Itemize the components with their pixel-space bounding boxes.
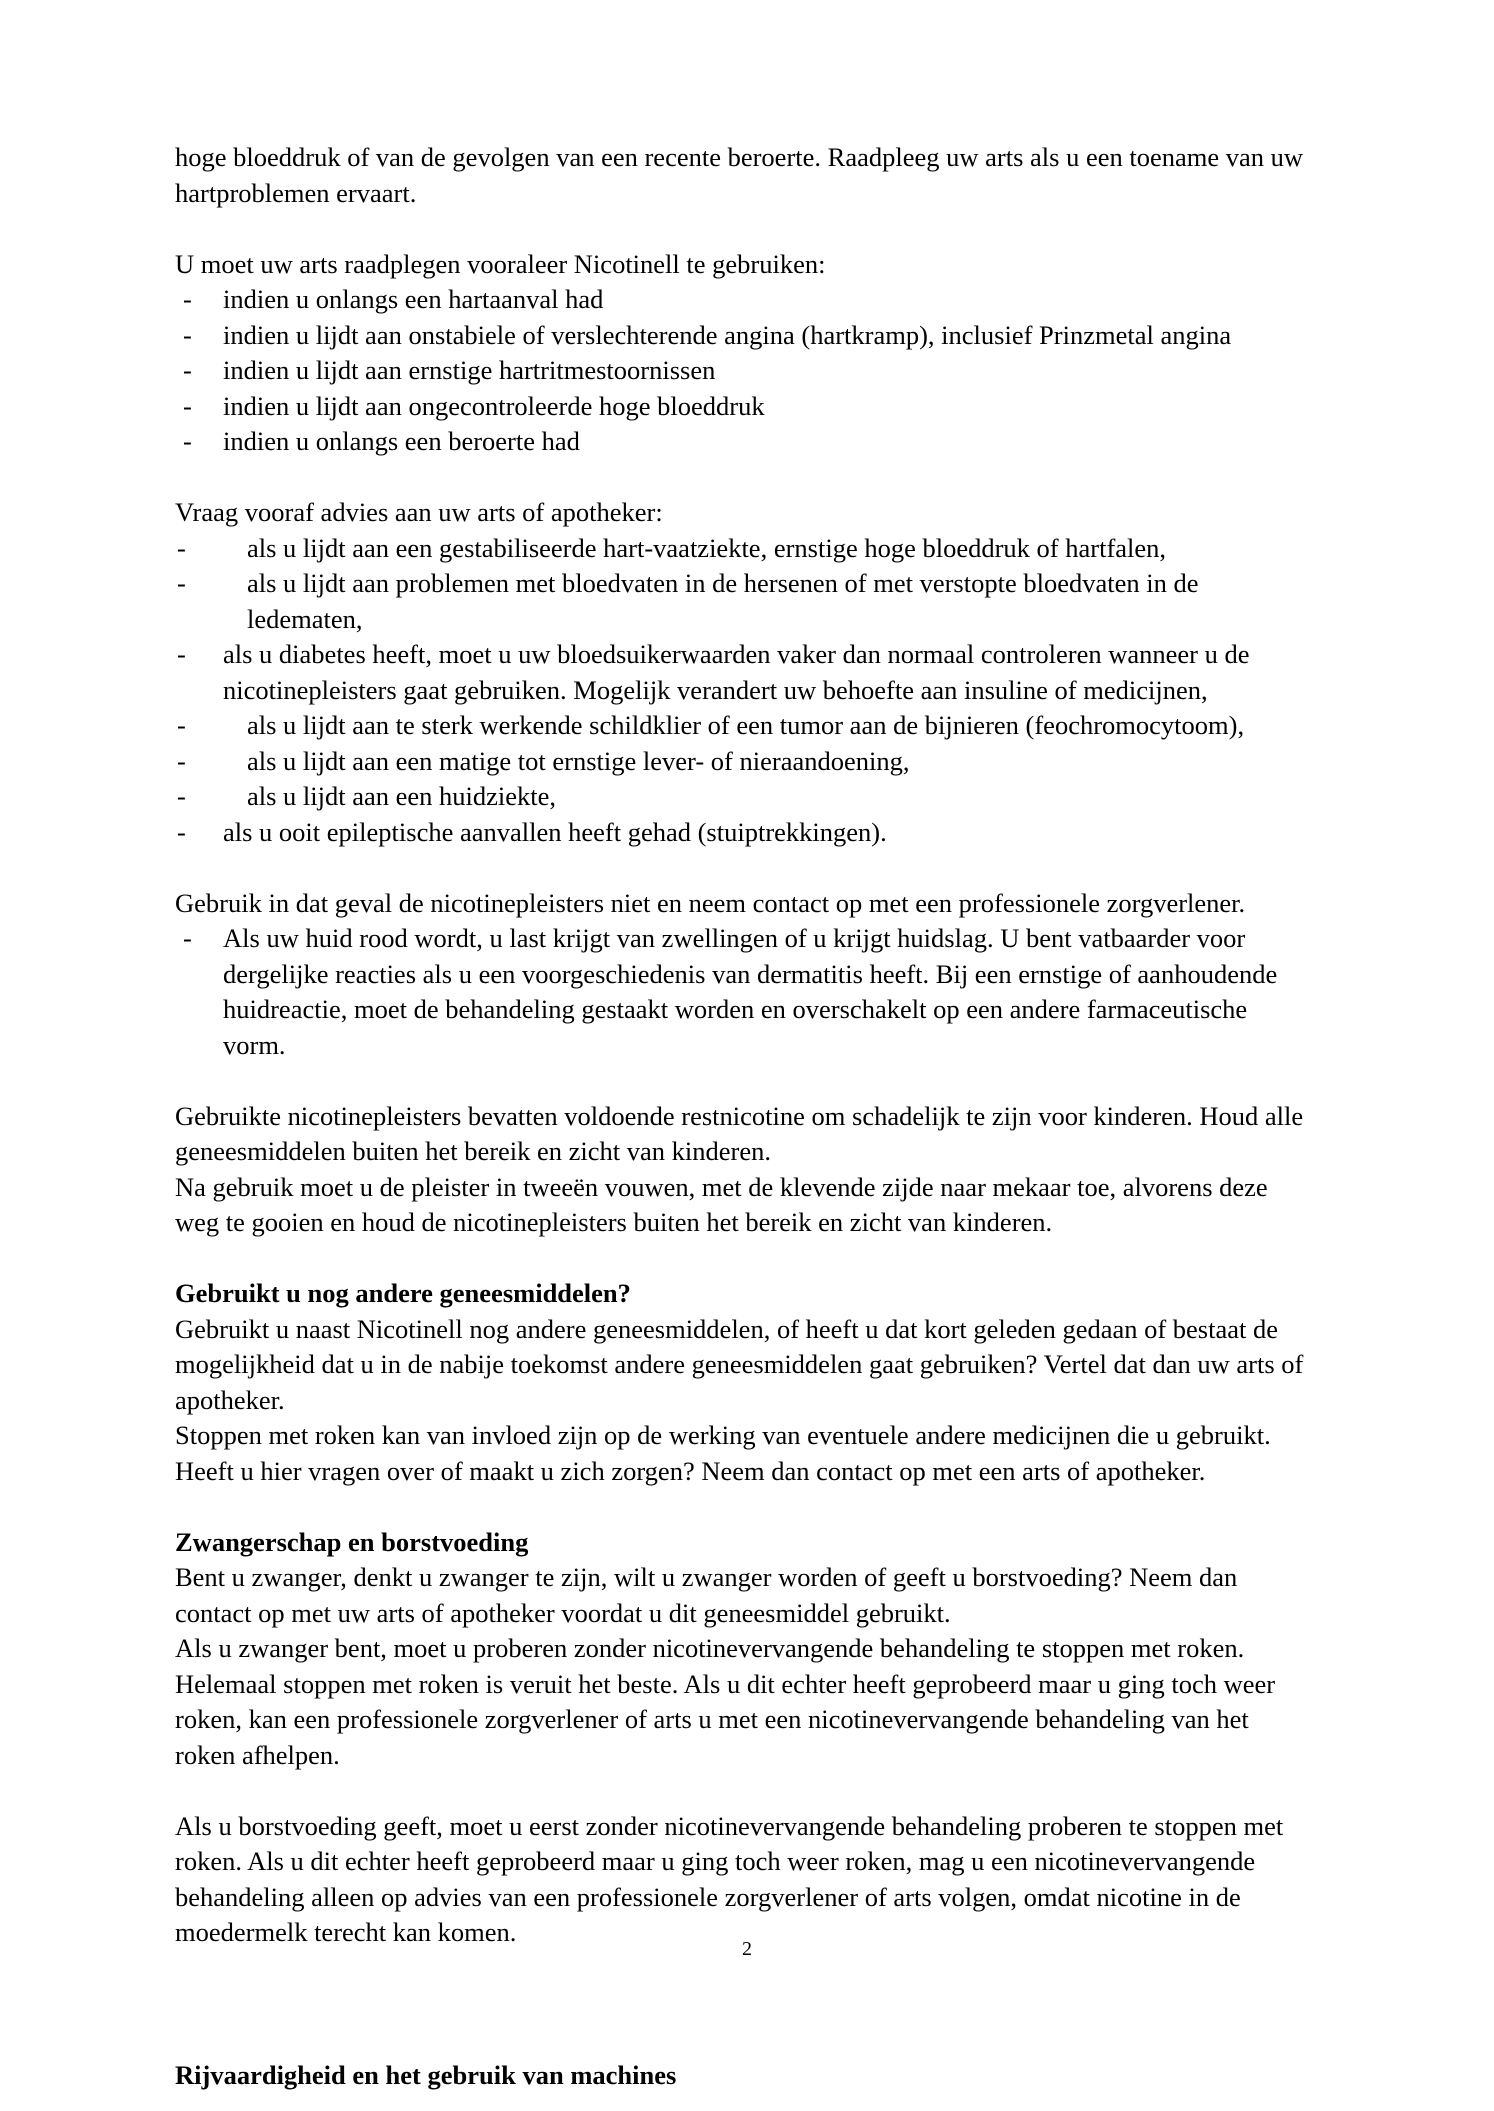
dash-marker: - — [177, 639, 186, 669]
dash-marker: - — [183, 923, 192, 953]
pregnancy-paragraph-2: Als u zwanger bent, moet u proberen zonder nicotinevervangende behandeling te stoppen met roken. Helemaal stoppen met roken is veruit het beste. Als u dit echter heeft geprobeerd maar u ging toch weer roken, kan een professionele zorgverlener of arts u met een nicotinevervangende behandeling van het roken afhelpen. — [175, 1633, 1276, 1770]
list-item — [175, 815, 1310, 851]
list-item — [175, 708, 1310, 744]
paragraph-spacer — [175, 850, 1310, 886]
children-paragraph-2: Na gebruik moet u de pleister in tweeën vouwen, met de klevende zijde naar mekaar toe, alvorens deze weg te gooien en houd de nicotinepleisters buiten het bereik en zicht van kinderen. — [175, 1171, 1268, 1237]
list-item — [175, 389, 1310, 425]
list-item — [175, 531, 1310, 567]
medicines-heading: Gebruikt u nog andere geneesmiddelen? — [175, 1278, 631, 1308]
medicines-paragraph-2: Stoppen met roken kan van invloed zijn op de werking van eventuele andere medicijnen die u gebruikt. Heeft u hier vragen over of maakt u zich zorgen? Neem dan contact op met een arts of apotheker. — [175, 1420, 1271, 1486]
dash-marker: - — [183, 319, 192, 350]
pregnancy-heading: Zwangerschap en borstvoeding — [175, 1526, 529, 1557]
list-item-text: indien u onlangs een beroerte had — [223, 426, 580, 456]
list-item — [175, 282, 1310, 318]
driving-heading: Rijvaardigheid en het gebruik van machines — [175, 2059, 677, 2090]
children-paragraph-1: Gebruikte nicotinepleisters bevatten voldoende restnicotine om schadelijk te zijn voor kinderen. Houd alle geneesmiddelen buiten het bereik en zicht van kinderen. — [175, 1100, 1304, 1166]
medicines-paragraph-1: Gebruikt u naast Nicotinell nog andere geneesmiddelen, of heeft u dat kort geleden gedaan of bestaat de mogelijkheid dat u in de nabije toekomst andere geneesmiddelen gaat gebruiken? Vertel dat dan uw arts of apotheker. — [175, 1313, 1304, 1415]
dash-marker: - — [183, 355, 192, 385]
dash-marker: - — [177, 745, 186, 776]
paragraph-spacer — [175, 1773, 1310, 1809]
list-item-text: indien u lijdt aan ongecontroleerde hoge bloeddruk — [223, 390, 765, 421]
list-item-text: als u lijdt aan problemen met bloedvaten in de hersenen of met verstopte bloedvaten in de ledematen, — [247, 568, 1199, 634]
dash-marker: - — [183, 426, 192, 456]
advice-list — [175, 531, 1310, 638]
skin-lead-paragraph: Gebruik in dat geval de nicotinepleisters niet en neem contact op met een professionele zorgverlener. — [175, 887, 1246, 918]
list-item-text: als u lijdt aan een gestabiliseerde hart-vaatziekte, ernstige hoge bloeddruk of hartfalen, — [247, 532, 1167, 563]
dash-marker: - — [177, 710, 186, 740]
dash-marker: - — [177, 781, 186, 811]
dash-marker: - — [177, 816, 186, 847]
list-item-text: als u diabetes heeft, moet u uw bloedsuikerwaarden vaker dan normaal controleren wanneer u de nicotinepleisters gaat gebruiken. Mogelijk verandert uw behoefte aan insuline of medicijnen, — [223, 639, 1250, 705]
dash-marker: - — [177, 532, 186, 563]
list-item — [175, 779, 1310, 815]
list-item-text: als u lijdt aan te sterk werkende schildklier of een tumor aan de bijnieren (feochromocytoom), — [247, 710, 1245, 740]
dash-marker: - — [183, 284, 192, 314]
advice-list-continued — [175, 708, 1310, 815]
list-item-text: indien u onlangs een hartaanval had — [223, 284, 604, 314]
pregnancy-paragraph-1: Bent u zwanger, denkt u zwanger te zijn, wilt u zwanger worden of geeft u borstvoeding? Neem dan contact op met uw arts of apotheker voordat u dit geneesmiddel gebruikt. — [175, 1562, 1238, 1628]
list-item — [175, 424, 1310, 460]
list-item — [175, 318, 1310, 354]
list-item — [175, 744, 1310, 780]
paragraph-spacer — [175, 1241, 1310, 1277]
page-number: 2 — [742, 1938, 752, 1960]
advice-list-diabetes — [175, 637, 1310, 708]
advice-list-epilepsy — [175, 815, 1310, 851]
list-item-text: indien u lijdt aan ernstige hartritmestoornissen — [223, 355, 716, 385]
intro-paragraph: hoge bloeddruk of van de gevolgen van een recente beroerte. Raadpleeg uw arts als u een toename van uw hartproblemen ervaart. — [175, 142, 1303, 208]
list-item-text: Als uw huid rood wordt, u last krijgt van zwellingen of u krijgt huidslag. U bent vatbaarder voor dergelijke reacties als u een voorgeschiedenis van dermatitis heeft. Bij een ernstige of aanhoudende huidreactie, moet de behandeling gestaakt worden en overschakelt op een andere farmaceutische vorm. — [223, 923, 1278, 1060]
page-content — [175, 140, 1310, 2093]
list-item-text: als u lijdt aan een matige tot ernstige lever- of nieraandoening, — [247, 745, 910, 776]
list-item — [175, 353, 1310, 389]
list-item — [175, 566, 1310, 637]
advice-lead-paragraph: Vraag vooraf advies aan uw arts of apotheker: — [175, 497, 663, 527]
list-item-text: indien u lijdt aan onstabiele of verslechterende angina (hartkramp), inclusief Prinzmetal angina — [223, 319, 1232, 350]
list-item — [175, 637, 1310, 708]
section-spacer — [175, 1951, 1310, 2058]
breastfeeding-paragraph: Als u borstvoeding geeft, moet u eerst zonder nicotinevervangende behandeling proberen te stoppen met roken. Als u dit echter heeft geprobeerd maar u ging toch weer roken, mag u een nicotinevervangende behandeling alleen op advies van een professionele zorgverlener of arts volgen, omdat nicotine in de moedermelk terecht kan komen. — [175, 1810, 1284, 1947]
paragraph-spacer — [175, 460, 1310, 496]
dash-marker: - — [183, 390, 192, 421]
paragraph-spacer — [175, 1489, 1310, 1525]
paragraph-spacer — [175, 211, 1310, 247]
list-item-text: als u ooit epileptische aanvallen heeft gehad (stuiptrekkingen). — [223, 816, 887, 847]
skin-reaction-list — [175, 921, 1310, 1063]
dash-marker: - — [177, 568, 186, 598]
list-item-text: als u lijdt aan een huidziekte, — [247, 781, 557, 811]
consult-lead-paragraph: U moet uw arts raadplegen vooraleer Nicotinell te gebruiken: — [175, 248, 826, 279]
list-item — [175, 921, 1310, 1063]
consult-list — [175, 282, 1310, 460]
paragraph-spacer — [175, 1063, 1310, 1099]
